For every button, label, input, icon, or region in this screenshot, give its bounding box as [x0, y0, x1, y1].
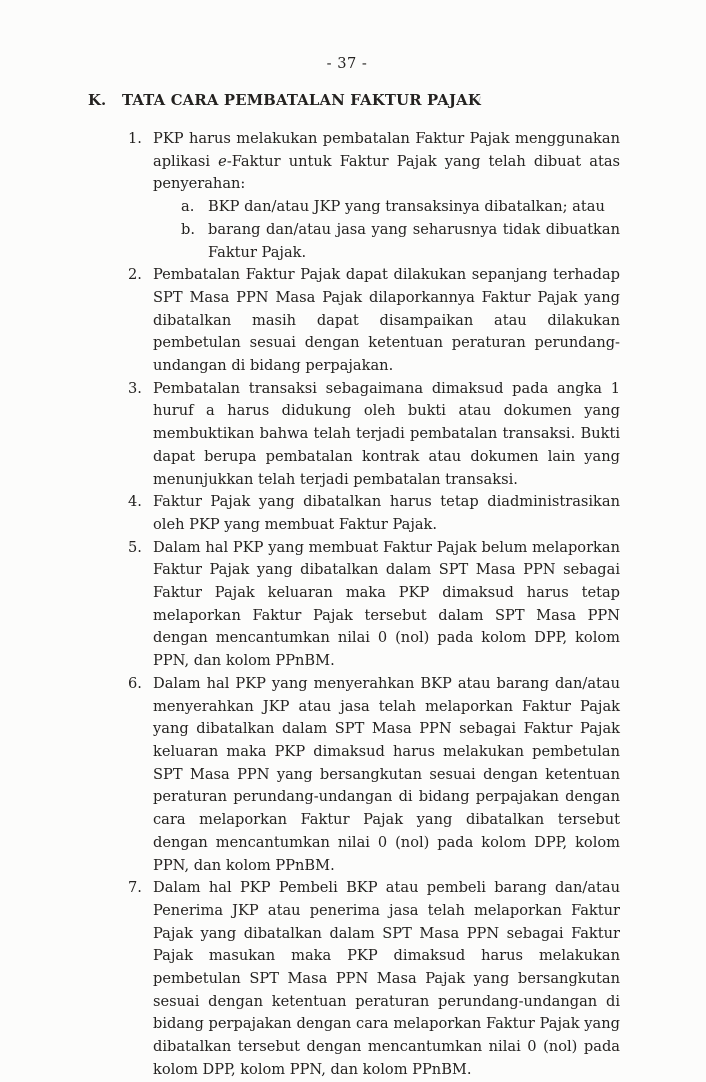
item-body — [153, 673, 620, 877]
item-list — [128, 128, 620, 1082]
list-item — [128, 128, 620, 264]
item-text: PKP harus melakukan pembatalan Faktur Pajak menggunakan aplikasi e-Faktur untuk Faktur Pajak yang telah dibuat atas penyerahan: — [153, 130, 621, 193]
sub-item-text: BKP dan/atau JKP yang transaksinya dibatalkan; atau — [208, 198, 605, 216]
list-item — [128, 378, 620, 492]
list-item — [128, 537, 620, 673]
item-number: 7. — [128, 879, 142, 897]
list-item — [128, 491, 620, 536]
item-body — [153, 537, 620, 673]
sub-item-letter: b. — [181, 220, 195, 238]
section-label: K. — [88, 92, 107, 109]
item-number: 4. — [128, 493, 142, 511]
section-title: TATA CARA PEMBATALAN FAKTUR PAJAK — [122, 92, 481, 109]
list-item — [128, 673, 620, 877]
sub-item — [181, 196, 620, 219]
item-body — [153, 491, 620, 536]
sub-item-letter: a. — [181, 198, 195, 216]
item-text: Dalam hal PKP yang menyerahkan BKP atau barang dan/atau menyerahkan JKP atau jasa telah melaporkan Faktur Pajak yang dibatalkan dalam SPT Masa PPN sebagai Faktur Pajak keluaran maka PKP dimaksud harus melakukan pembetulan SPT Masa PPN yang bersangkutan sesuai dengan ketentuan peraturan perundang-undangan di bidang perpajakan dengan cara melaporkan Faktur Pajak yang dibatalkan tersebut dengan mencantumkan nilai 0 (nol) pada kolom DPP, kolom PPN, dan kolom PPnBM. — [153, 674, 620, 874]
item-number: 1. — [128, 130, 142, 147]
item-text: Dalam hal PKP yang membuat Faktur Pajak belum melaporkan Faktur Pajak yang dibatalkan dalam SPT Masa PPN sebagai Faktur Pajak keluaran maka PKP dimaksud harus tetap melaporkan Faktur Pajak tersebut dalam SPT Masa PPN dengan mencantumkan nilai 0 (nol) pada kolom DPP, kolom PPN, dan kolom PPnBM. — [153, 538, 620, 670]
document-body — [88, 90, 620, 1082]
item-text: Dalam hal PKP Pembeli BKP atau pembeli barang dan/atau Penerima JKP atau penerima jasa telah melaporkan Faktur Pajak yang dibatalkan dalam SPT Masa PPN sebagai Faktur Pajak masukan maka PKP dimaksud harus melakukan pembetulan SPT Masa PPN Masa Pajak yang bersangkutan sesuai dengan ketentuan peraturan perundang-undangan di bidang perpajakan dengan cara melaporkan Faktur Pajak yang dibatalkan tersebut dengan mencantumkan nilai 0 (nol) pada kolom DPP, kolom PPN, dan kolom PPnBM. — [153, 879, 620, 1078]
item-body — [153, 877, 620, 1081]
item-body — [153, 128, 620, 264]
list-item — [128, 877, 620, 1081]
item-number: 3. — [128, 379, 142, 397]
item-number: 5. — [128, 538, 142, 556]
item-text: Pembatalan transaksi sebagaimana dimaksud pada angka 1 huruf a harus didukung oleh bukti atau dokumen yang membuktikan bahwa telah terjadi pembatalan transaksi. Bukti dapat berupa pembatalan kontrak atau dokumen lain yang menunjukkan telah terjadi pembatalan transaksi. — [153, 379, 620, 488]
sub-item-text: barang dan/atau jasa yang seharusnya tidak dibuatkan Faktur Pajak. — [208, 220, 620, 261]
page-number: - 37 - — [326, 55, 368, 72]
section-heading — [88, 90, 620, 112]
item-body — [153, 378, 620, 492]
item-number: 6. — [128, 674, 142, 692]
item-text: Faktur Pajak yang dibatalkan harus tetap diadministrasikan oleh PKP yang membuat Faktur Pajak. — [153, 493, 620, 533]
item-text: Pembatalan Faktur Pajak dapat dilakukan sepanjang terhadap SPT Masa PPN Masa Pajak dilaporkannya Faktur Pajak yang dibatalkan masih dapat disampaikan atau dilakukan pembetulan sesuai dengan ketentuan peraturan perundang-undangan di bidang perpajakan. — [153, 266, 620, 375]
list-item — [128, 264, 620, 378]
item-body — [153, 264, 620, 378]
item-number: 2. — [128, 266, 142, 284]
sub-item — [181, 219, 620, 264]
